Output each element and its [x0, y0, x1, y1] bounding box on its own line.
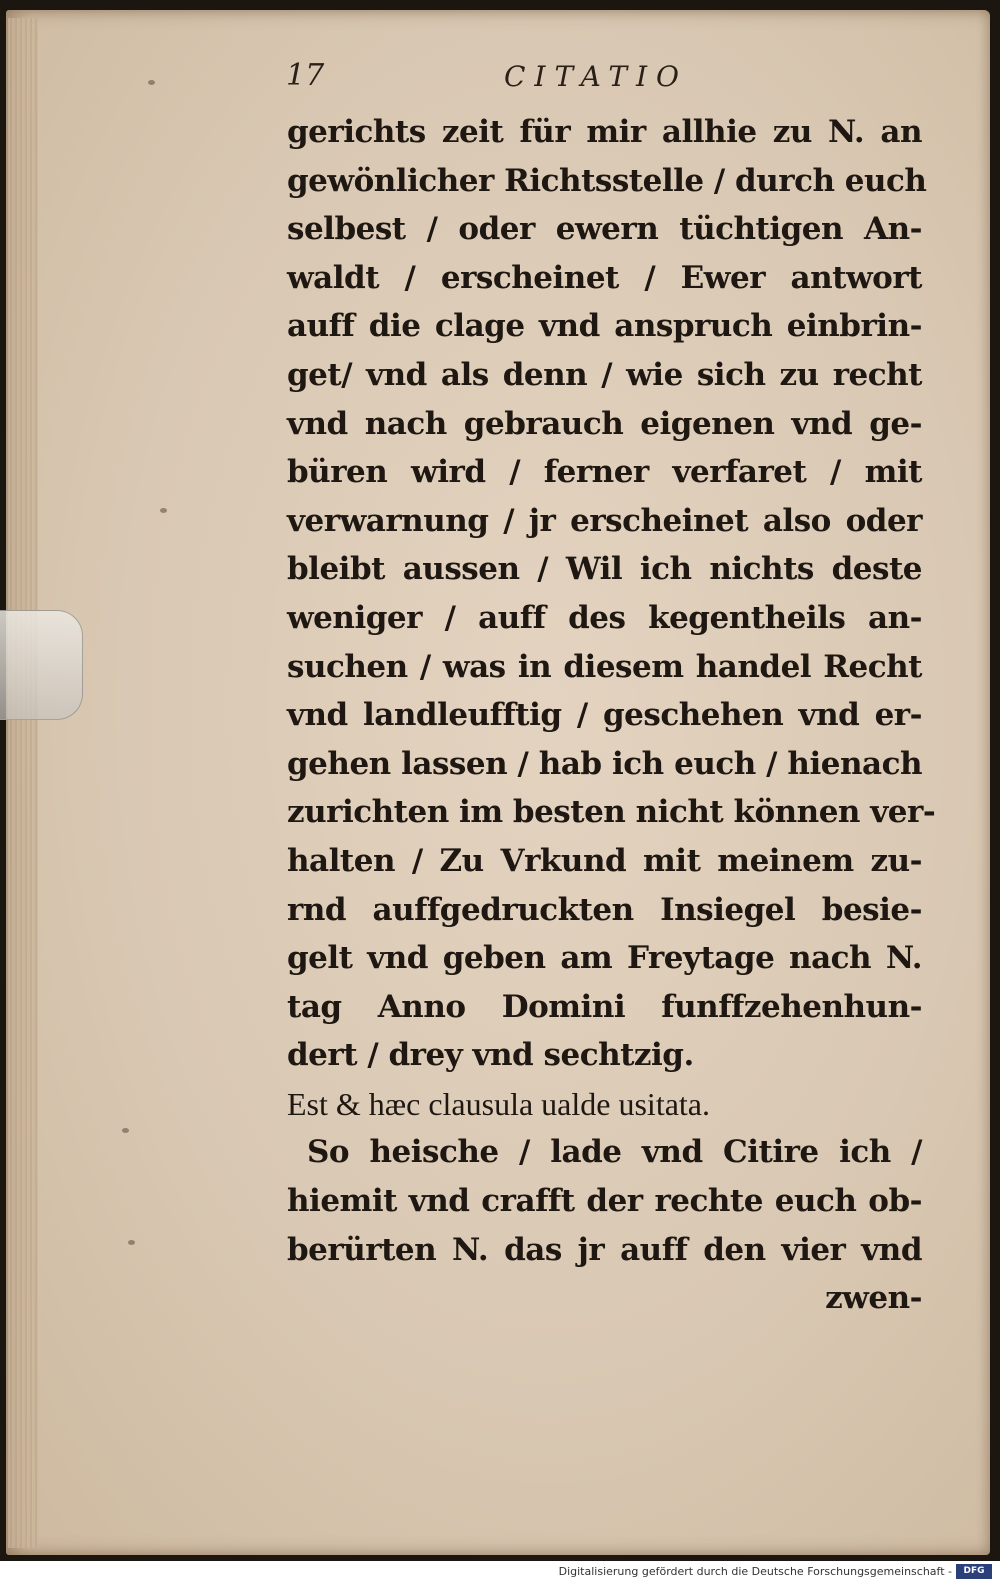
text-line: gerichts zeit für mir allhie zu N. an: [287, 114, 922, 150]
dfg-logo: DFG: [956, 1564, 992, 1579]
catchword: zwen-: [825, 1280, 922, 1317]
text-line: vnd nach gebrauch eigenen vnd ge-: [287, 405, 922, 442]
text-line: hiemit vnd crafft der rechte euch ob-: [287, 1183, 922, 1220]
text-line: auff die clage vnd anspruch einbrin-: [287, 308, 922, 345]
text-line: verwarnung / jr erscheinet also oder: [287, 502, 922, 539]
text-line: halten / Zu Vrkund mit meinem zu-: [287, 842, 922, 879]
text-line: gelt vnd geben am Freytage nach N.: [287, 940, 922, 977]
paper-speck: [160, 508, 167, 513]
text-line: weniger / auff des kegentheils an-: [287, 599, 922, 636]
text-line: So heische / lade vnd Citire ich /: [307, 1134, 922, 1171]
text-line: gehen lassen / hab ich euch / hienach: [287, 745, 922, 782]
paper-speck: [122, 1128, 129, 1133]
paper-speck: [128, 1240, 135, 1245]
text-line: bleibt aussen / Wil ich nichts deste: [287, 551, 922, 588]
text-line: suchen / was in diesem handel Recht: [287, 648, 922, 685]
latin-rubric: Est & hæc clausula ualde usitata.: [287, 1085, 710, 1122]
text-line: vnd landleufftig / geschehen vnd er-: [287, 697, 922, 734]
running-head: CITATIO: [504, 60, 689, 93]
text-line: zurichten im besten nicht können ver-: [287, 794, 936, 831]
paper-clip-tab: [0, 610, 83, 720]
digitization-credit: Digitalisierung gefördert durch die Deutsche Forschungsgemeinschaft -: [558, 1565, 952, 1578]
page-edges: [8, 18, 38, 1548]
text-line: rnd auffgedruckten Insiegel besie-: [287, 891, 922, 928]
text-line: büren wird / ferner verfaret / mit: [287, 454, 922, 491]
text-line: tag Anno Domini funffzehenhun-: [287, 988, 922, 1025]
page-text: [287, 108, 936, 1323]
paper-speck: [148, 80, 155, 85]
page-number: 17: [286, 58, 325, 93]
text-line: get/ vnd als denn / wie sich zu recht: [287, 356, 922, 393]
text-line: gewönlicher Richtsstelle / durch euch: [287, 162, 927, 199]
text-line: selbest / oder ewern tüchtigen An-: [287, 211, 922, 248]
text-line: berürten N. das jr auff den vier vnd: [287, 1231, 922, 1268]
text-line: waldt / erscheinet / Ewer antwort: [287, 259, 922, 296]
page-header: [280, 58, 920, 98]
text-line: dert / drey vnd sechtzig.: [287, 1037, 694, 1074]
